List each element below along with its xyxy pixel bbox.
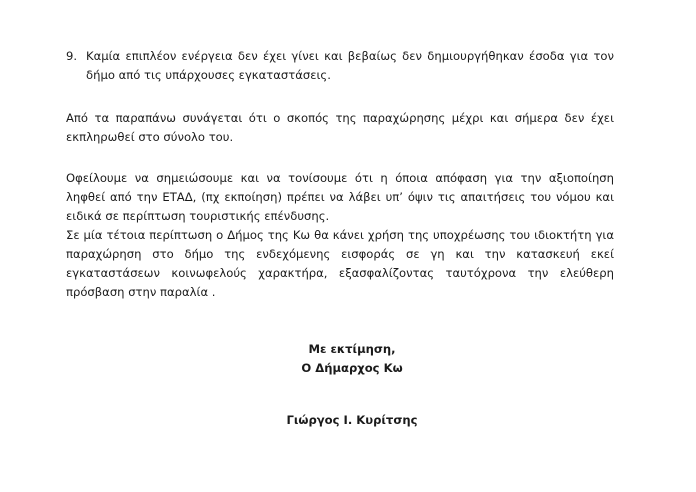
list-item-text (86, 47, 614, 85)
text-line: ειδικά σε περίπτωση τουριστικής επένδυσης. (66, 209, 330, 223)
text-line: Καμία επιπλέον ενέργεια δεν έχει γίνει και βεβαίως δεν δημιουργήθηκαν έσοδα για τον (86, 49, 614, 63)
signature-name: Γιώργος Ι. Κυρίτσης (286, 413, 418, 427)
text-line: εγκαταστάσεων κοινωφελούς χαρακτήρα, εξασφαλίζοντας ταυτόχρονα την ελεύθερη (66, 266, 614, 280)
list-item-number: 9. (66, 49, 78, 63)
text-line: πρόσβαση στην παραλία . (66, 285, 216, 299)
signature-closing: Με εκτίμηση, (308, 342, 396, 356)
text-line: παραχώρηση στο δήμο της ενδεχόμενης εισφοράς σε γη και την κατασκευή εκεί (66, 247, 614, 261)
paragraph-note (66, 169, 614, 226)
paragraph-conclusion (66, 109, 614, 147)
text-line: δήμο από τις υπάρχουσες εγκαταστάσεις. (86, 68, 331, 82)
text-line: ληφθεί από την ΕΤΑΔ, (πχ εκποίηση) πρέπει να λάβει υπ’ όψιν τις απαιτήσεις του νόμου και (66, 190, 614, 204)
signature-title: Ο Δήμαρχος Κω (301, 361, 403, 375)
text-line: Οφείλουμε να σημειώσουμε και να τονίσουμε ότι η όποια απόφαση για την αξιοποίηση (66, 171, 614, 185)
paragraph-case (66, 226, 614, 302)
text-line: εκπληρωθεί στο σύνολο του. (66, 130, 234, 144)
text-line: Σε μία τέτοια περίπτωση ο Δήμος της Κω θα κάνει χρήση της υποχρέωσης του ιδιοκτήτη για (66, 228, 614, 242)
text-line: Από τα παραπάνω συνάγεται ότι ο σκοπός της παραχώρησης μέχρι και σήμερα δεν έχει (66, 111, 614, 125)
